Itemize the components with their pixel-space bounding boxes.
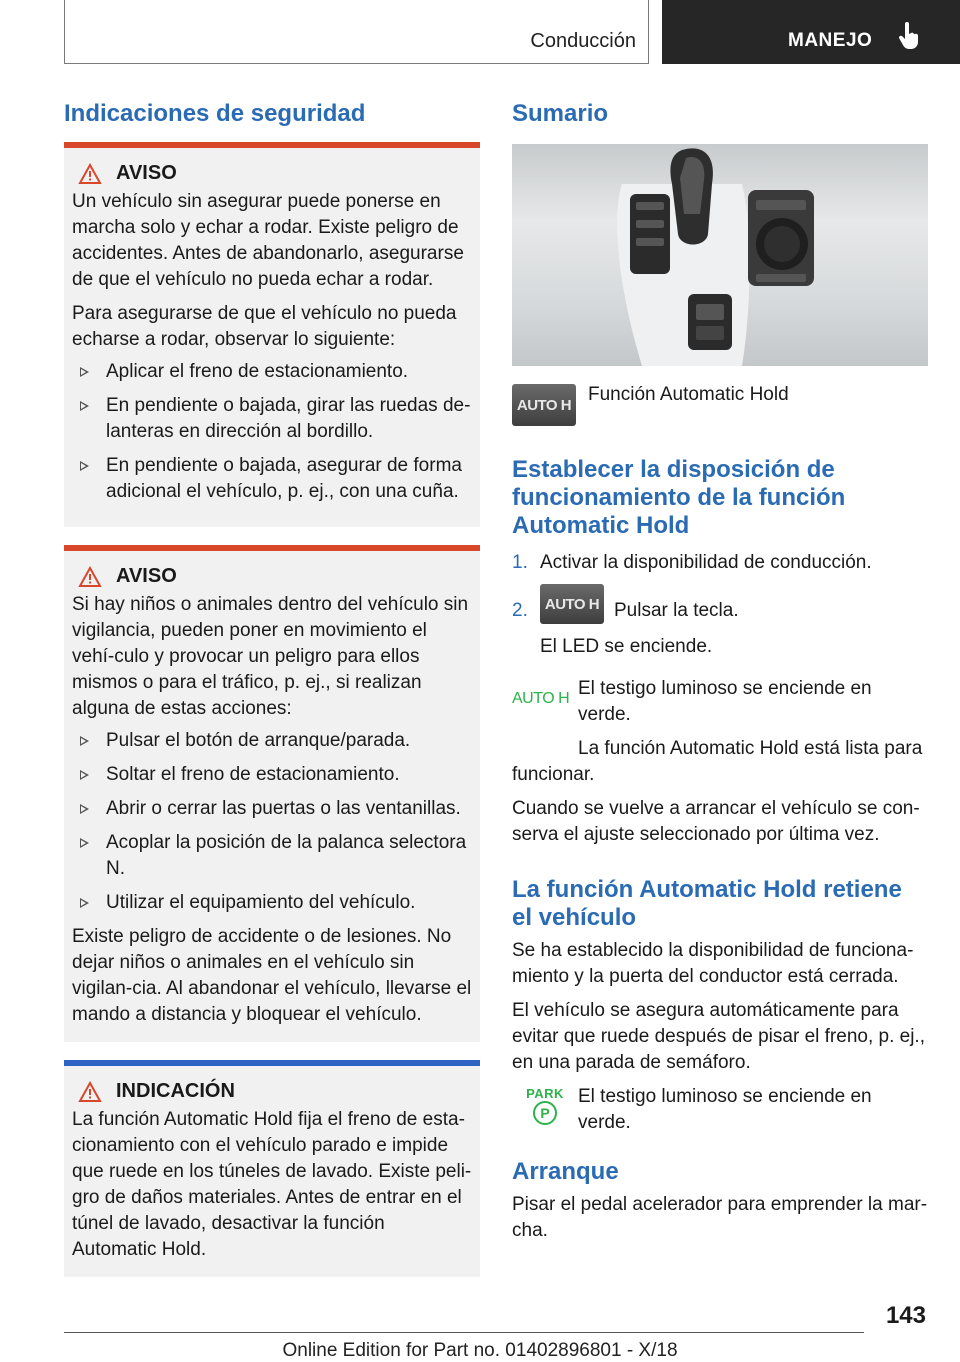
center-console-photo (512, 144, 928, 366)
warning-text: Para asegurarse de que el vehículo no pueda echarse a rodar, observar lo siguiente: (72, 303, 457, 350)
list-item: Utilizar el equipamiento del vehículo. (72, 890, 472, 916)
left-column (64, 100, 480, 1277)
establish-heading: Establecer la disposición de funcionamiento de la función Automatic Hold (512, 456, 846, 539)
footer-divider (64, 1332, 864, 1333)
caution-triangle-icon (78, 1081, 102, 1103)
list-item: En pendiente o bajada, girar las ruedas de-lanteras en dirección al bordillo. (72, 393, 472, 445)
note-title: INDICACIÓN (116, 1080, 235, 1102)
list-item: Abrir o cerrar las puertas o las ventanillas. (72, 796, 472, 822)
note-text: La función Automatic Hold fija el freno de esta-cionamiento con el vehículo parado e impide que ruede en los túneles de lavado. Existe peli-gro de daños materiales. Antes de entrar en el túnel de lavado, desactivar la función Automatic Hold. (72, 1109, 472, 1260)
list-item: Pulsar el botón de arranque/parada. (72, 728, 472, 754)
auto-h-button-icon: AUTO H (512, 384, 576, 426)
warning-text: Un vehículo sin asegurar puede ponerse en marcha solo y echar a rodar. Existe peligro de accidentes. Antes de abandonarlo, asegurarse de que el vehículo no pueda echar a rodar. (72, 191, 464, 290)
image-caption: Función Automatic Hold (588, 384, 789, 405)
warning-title: AVISO (116, 565, 177, 587)
retain-text: El vehículo se asegura automáticamente para evitar que ruede después de pisar el freno, p. ej., en una parada de semáforo. (512, 1000, 925, 1073)
header-section-box (64, 0, 649, 64)
warning-text: Si hay niños o animales dentro del vehículo sin vigilancia, pueden poner en movimiento el vehí-culo y provocar un peligro para ellos mismos o para el tráfico, p. ej., si realizan alguna de estas acciones: (72, 594, 469, 719)
page-number: 143 (885, 1302, 926, 1329)
restart-text: Cuando se vuelve a arrancar el vehículo se con-serva el ajuste seleccionado por última vez. (512, 798, 920, 845)
list-item: Aplicar el freno de estacionamiento. (72, 359, 472, 385)
safety-heading: Indicaciones de seguridad (64, 100, 366, 127)
chapter-title: MANEJO (788, 30, 873, 51)
gear-selector-illustration (512, 144, 928, 366)
start-text: Pisar el pedal acelerador para emprender la mar-cha. (512, 1194, 928, 1241)
step-1: 1. Activar la disponibilidad de conducción. (512, 552, 872, 573)
section-title: Conducción (530, 30, 636, 52)
list-item: Soltar el freno de estacionamiento. (72, 762, 472, 788)
step-2: 2. AUTO H Pulsar la tecla. (512, 584, 928, 624)
warning-box-2 (64, 545, 480, 1042)
warning-text: Existe peligro de accidente o de lesiones. No dejar niños o animales en el vehículo sin vigilan-cia. Al abandonar el vehículo, llevarse el mando a distancia y bloquear el vehículo. (72, 926, 472, 1025)
note-box (64, 1060, 480, 1277)
warning-triangle-icon (78, 566, 102, 588)
auto-h-button-icon: AUTO H (540, 584, 604, 624)
warning-box-1 (64, 142, 480, 527)
warning-triangle-icon (78, 163, 102, 185)
list-item: En pendiente o bajada, asegurar de forma adicional el vehículo, p. ej., con una cuña. (72, 453, 472, 505)
retain-text: Se ha establecido la disponibilidad de funciona-miento y la puerta del conductor está cerrada. (512, 940, 914, 987)
auto-h-lamp-icon: AUTO H (512, 690, 570, 707)
retain-heading: La función Automatic Hold retiene el vehículo (512, 876, 902, 931)
start-heading: Arranque (512, 1158, 619, 1185)
summary-heading: Sumario (512, 100, 609, 127)
hand-pointer-icon (898, 22, 920, 50)
header-chapter-box (662, 0, 960, 64)
edition-footer: Online Edition for Part no. 01402896801 - X/18 (282, 1340, 678, 1361)
lamp-text: El testigo luminoso se enciende en verde. (578, 678, 872, 725)
warning-title: AVISO (116, 162, 177, 184)
ready-text: La función Automatic Hold está lista para funcionar. (512, 738, 923, 785)
list-item: Acoplar la posición de la palanca selectora N. (72, 830, 472, 882)
led-text: El LED se enciende. (540, 636, 713, 657)
lamp-text: El testigo luminoso se enciende en verde. (578, 1086, 872, 1133)
park-lamp-icon: PARK P (512, 1084, 578, 1136)
right-column (512, 100, 928, 1244)
